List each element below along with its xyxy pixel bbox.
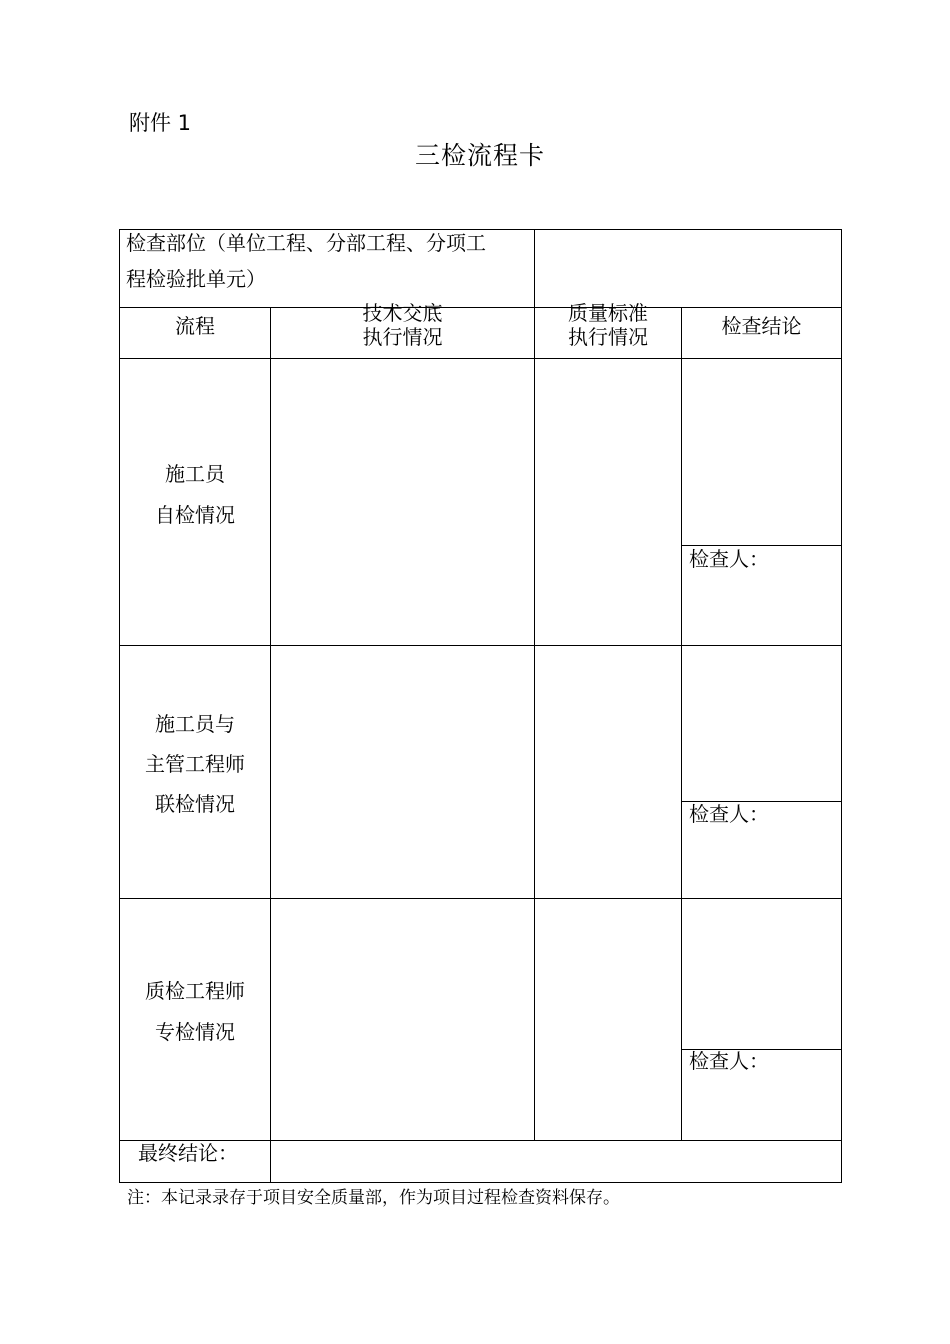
row1-inspector-label: 检查人：	[689, 547, 769, 571]
footer-note: 注：本记录录存于项目安全质量部，作为项目过程检查资料保存。	[127, 1188, 620, 1208]
row2-process-line1: 施工员与	[155, 712, 235, 736]
header-quality-line1: 质量标准	[568, 301, 648, 325]
attachment-label: 附件 1	[129, 111, 192, 135]
row1-bottom	[119, 645, 842, 646]
row1-process-line2: 自检情况	[155, 503, 235, 527]
row2-bottom	[119, 898, 842, 899]
header-process: 流程	[175, 314, 215, 338]
header-conclusion: 检查结论	[721, 314, 802, 338]
row2-process-line2: 主管工程师	[145, 752, 245, 776]
location-label-line1: 检查部位（单位工程、分部工程、分项工	[126, 231, 486, 255]
col-divider-process	[270, 307, 271, 1183]
col-divider-quality	[681, 307, 682, 1141]
row3-inspector-label: 检查人：	[689, 1049, 769, 1073]
location-label-line2: 程检验批单元）	[126, 267, 266, 291]
header-bottom	[119, 358, 842, 359]
row3-process-line1: 质检工程师	[145, 979, 245, 1003]
row2-inspector-label: 检查人：	[689, 802, 769, 826]
row2-process-line3: 联检情况	[155, 792, 235, 816]
header-tech-line2: 执行情况	[362, 325, 443, 349]
col-divider-tech	[534, 229, 535, 1141]
table-border-right	[841, 229, 842, 1183]
header-quality-line2: 执行情况	[568, 325, 648, 349]
page-title: 三检流程卡	[414, 141, 545, 170]
table-border-bottom	[119, 1182, 842, 1183]
row1-process-line1: 施工员	[165, 462, 225, 486]
header-tech-line1: 技术交底	[362, 301, 443, 325]
final-conclusion-label: 最终结论：	[138, 1141, 238, 1165]
row3-process-line2: 专检情况	[155, 1020, 235, 1044]
